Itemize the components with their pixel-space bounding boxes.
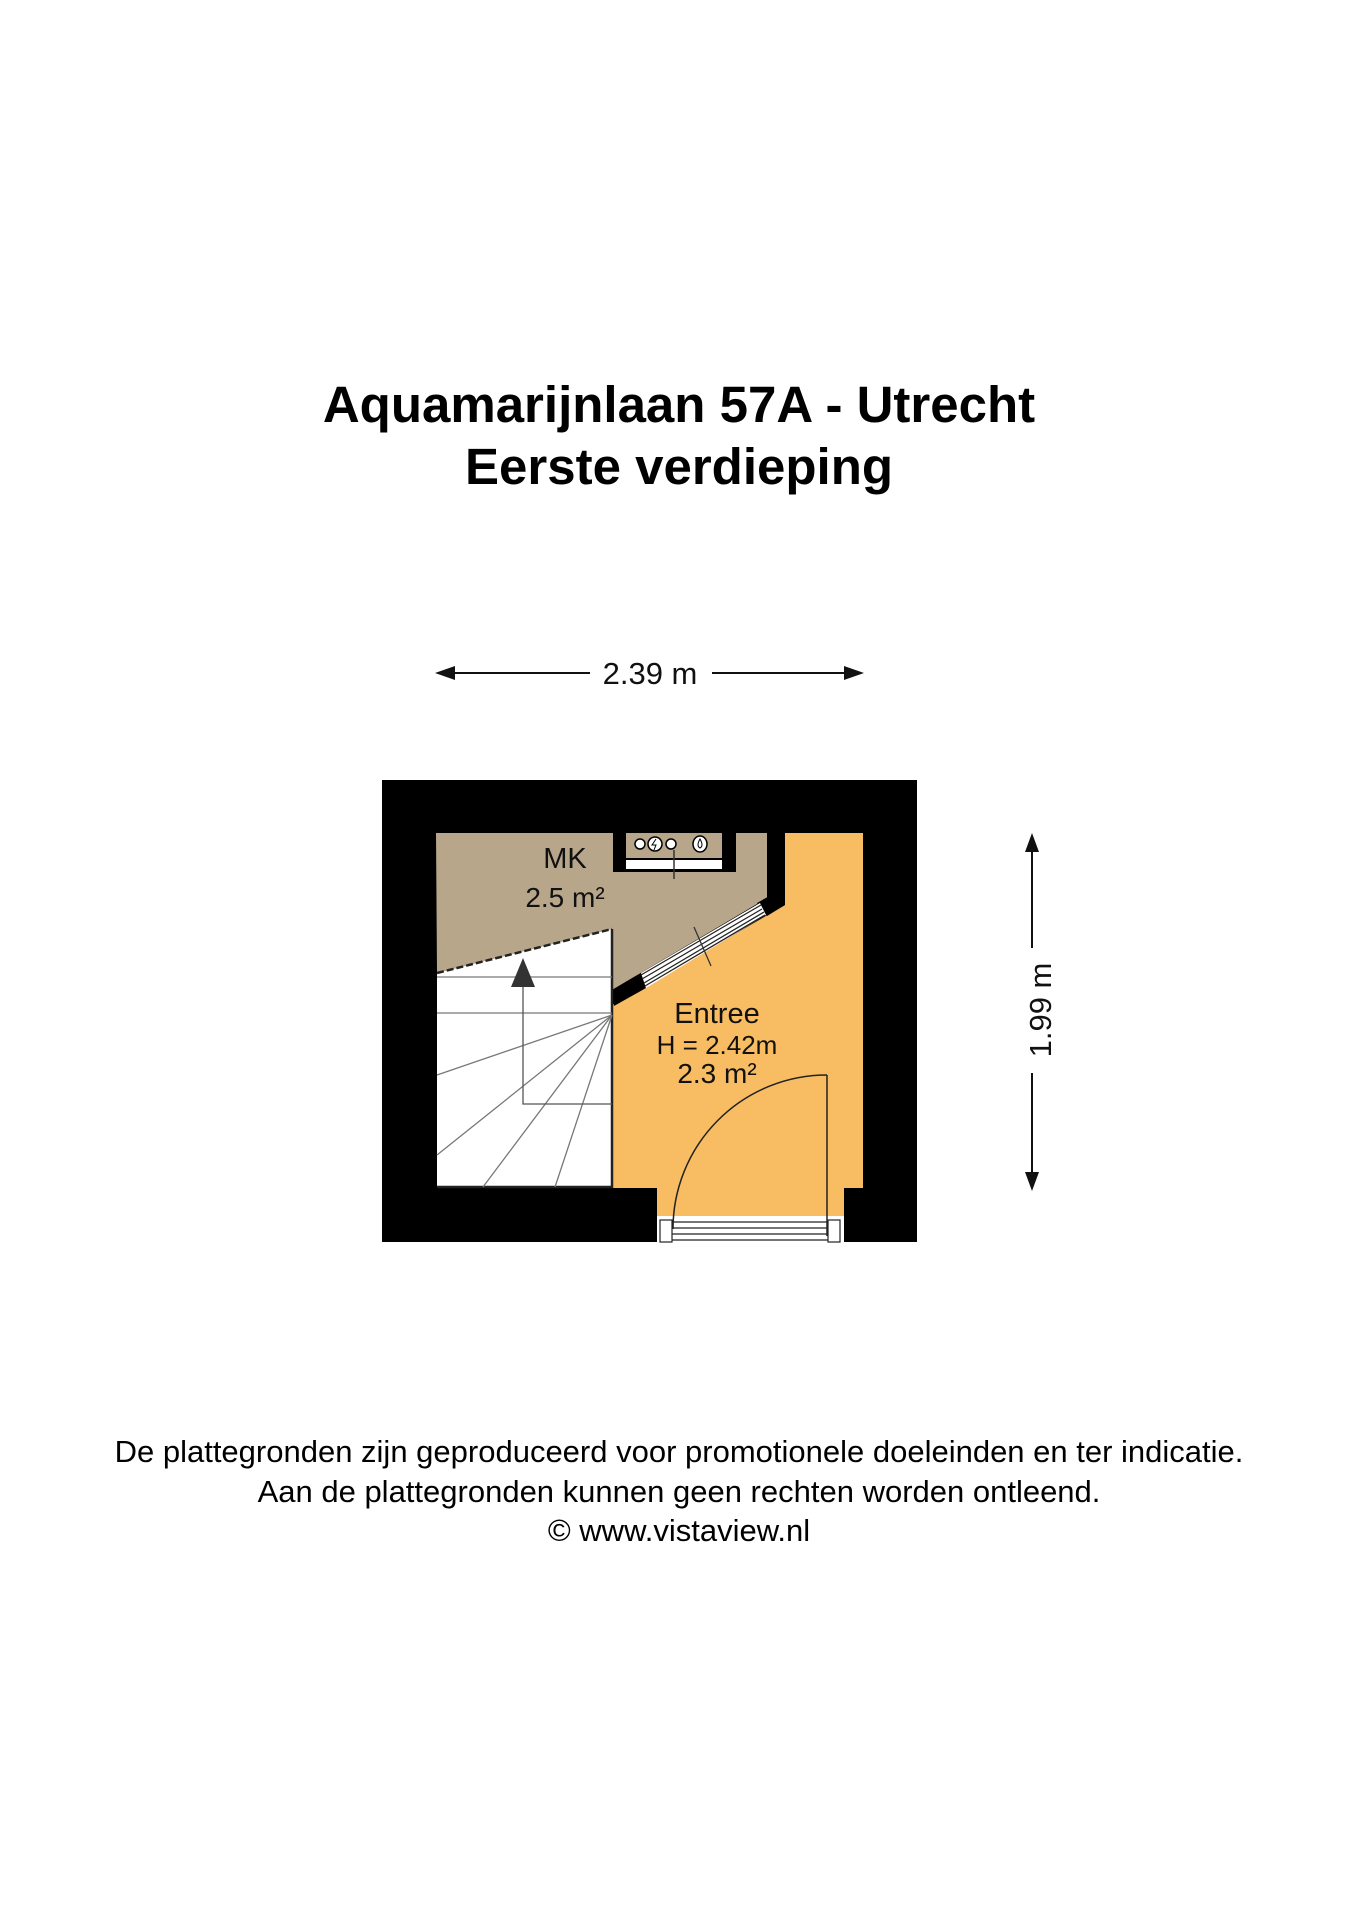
meter-circle-icon	[666, 839, 676, 849]
room-entree-name: Entree	[674, 998, 760, 1030]
staircase	[437, 929, 612, 1188]
room-mk-name: MK	[543, 843, 587, 875]
arrow-right-icon	[844, 666, 864, 680]
arrow-left-icon	[435, 666, 455, 680]
width-dimension-label: 2.39 m	[602, 656, 698, 691]
disclaimer-line-1: De plattegronden zijn geproduceerd voor promotionele doeleinden en ter indicatie.	[114, 1434, 1244, 1469]
width-dimension	[435, 656, 864, 691]
height-dimension-label: 1.99 m	[1023, 962, 1059, 1058]
floor-subtitle: Eerste verdieping	[465, 438, 893, 495]
room-entree-area: 2.3 m²	[677, 1058, 757, 1089]
room-mk-area: 2.5 m²	[525, 882, 605, 913]
arrow-down-icon	[1025, 1172, 1039, 1191]
page-title: Aquamarijnlaan 57A - Utrecht	[322, 376, 1036, 433]
meter-circle-icon	[635, 839, 645, 849]
height-dimension	[1023, 833, 1058, 1191]
disclaimer-line-2: Aan de plattegronden kunnen geen rechten worden ontleend.	[257, 1474, 1101, 1509]
arrow-up-icon	[1025, 833, 1039, 852]
lightning-icon	[648, 837, 662, 851]
room-entree-height: H = 2.42m	[656, 1030, 778, 1060]
interior-wall	[767, 833, 785, 905]
copyright-link[interactable]: © www.vistaview.nl	[547, 1513, 811, 1548]
